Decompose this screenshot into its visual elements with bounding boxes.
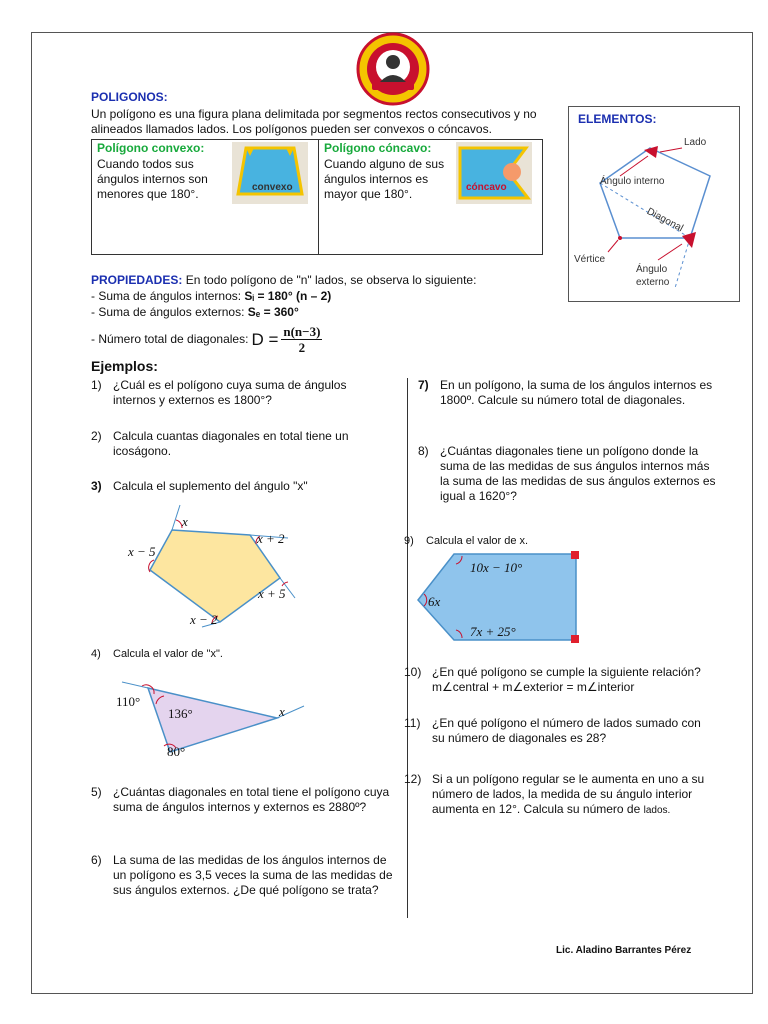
sum-interior-label: - Suma de ángulos internos:	[91, 289, 245, 303]
sum-exterior-label: - Suma de ángulos externos:	[91, 305, 248, 319]
example-10	[404, 665, 714, 695]
example-1	[91, 378, 391, 408]
section-title-polygons: POLIGONOS:	[91, 90, 168, 104]
example-3	[91, 479, 391, 494]
example-8	[418, 444, 718, 504]
example-text: ¿Cuál es el polígono cuya suma de ángulos internos y externos es 1800°?	[113, 378, 347, 407]
example-text: En un polígono, la suma de los ángulos internos es 1800º. Calcule su número total de diagonales.	[440, 378, 713, 407]
label-interior-angle: Ángulo interno	[600, 176, 665, 187]
polygon-definition: Un polígono es una figura plana delimitada por segmentos rectos consecutivos y no alineados llamados lados. Los polígonos pueden ser convexos o cóncavos.	[91, 107, 537, 136]
example-5	[91, 785, 391, 815]
label-side: Lado	[684, 137, 707, 148]
properties-intro-line	[91, 273, 571, 288]
example-number: 5)	[91, 785, 102, 799]
example-number: 12)	[404, 772, 422, 786]
convex-title: Polígono convexo:	[97, 141, 205, 155]
figure-triangle	[112, 676, 312, 766]
example-number: 11)	[404, 716, 421, 730]
diagonals-label: - Número total de diagonales:	[91, 331, 249, 346]
sum-interior-line	[91, 289, 331, 304]
figure-pentagon	[120, 500, 310, 630]
concave-title: Polígono cóncavo:	[324, 141, 432, 155]
example-2	[91, 429, 391, 459]
example-text: ¿Cuántas diagonales tiene un polígono donde la suma de las medidas de sus ángulos internos más la suma de las medidas de sus ángulos externos es igual a 1620°?	[440, 444, 716, 503]
concave-description: Cuando alguno de sus ángulos internos es mayor que 180°.	[324, 157, 445, 201]
example-text-tail: lados.	[643, 805, 671, 816]
example-text: Calcula cuantas diagonales en total tiene un icoságono.	[113, 429, 349, 458]
example-12	[404, 772, 714, 818]
convex-description: Cuando todos sus ángulos internos son menores que 180°.	[97, 157, 208, 201]
properties-intro: En todo polígono de "n" lados, se observa lo siguiente:	[182, 273, 477, 287]
example-number: 9)	[404, 535, 414, 547]
column-divider	[407, 378, 408, 918]
example-6	[91, 853, 403, 898]
example-text: La suma de las medidas de los ángulos internos de un polígono es 3,5 veces la suma de las medidas de sus ángulos externos. ¿De qué polígono se trata?	[113, 853, 393, 897]
fig4-label-x: x	[279, 704, 285, 719]
diagonals-line	[91, 322, 322, 356]
example-number: 1)	[91, 378, 102, 392]
example-number: 10)	[404, 665, 422, 679]
diagonals-denominator: 2	[298, 339, 306, 355]
example-11	[404, 716, 714, 746]
fig4-label-80: 80°	[167, 744, 186, 759]
types-divider	[318, 139, 319, 255]
sum-exterior-line	[91, 305, 299, 320]
concave-image-label: cóncavo	[466, 182, 507, 193]
fig3-label-x-plus-2: x + 2	[257, 531, 285, 546]
example-text: Calcula el valor de "x".	[113, 648, 223, 660]
examples-title: Ejemplos:	[91, 358, 158, 374]
figure-pentagon-right	[414, 550, 584, 646]
example-text: Calcula el suplemento del ángulo "x"	[113, 479, 308, 493]
diagonals-numerator: n(n−3)	[283, 323, 321, 339]
example-text: ¿Cuántas diagonales en total tiene el polígono cuya suma de ángulos internos y externos es 2880º?	[113, 785, 390, 814]
fig9-label-bottom: 7x + 25°	[470, 624, 516, 639]
label-exterior-angle-2: externo	[636, 277, 670, 288]
concave-polygon-image	[456, 142, 532, 204]
diagonals-fraction	[281, 324, 322, 355]
fig3-label-x-plus-5: x + 5	[258, 586, 286, 601]
label-diagonal: Diagonal	[644, 206, 685, 235]
fig4-label-110: 110°	[116, 694, 141, 709]
example-number: 4)	[91, 648, 101, 660]
author-signature: Lic. Aladino Barrantes Pérez	[556, 945, 692, 956]
fig3-label-x-minus-2: x − 2	[190, 612, 218, 627]
example-7	[418, 378, 718, 408]
example-number: 3)	[91, 479, 102, 493]
elements-title: ELEMENTOS:	[578, 112, 657, 126]
sum-exterior-formula: Sₑ = 360°	[247, 305, 299, 319]
school-logo	[356, 32, 430, 106]
fig9-label-top: 10x − 10°	[470, 560, 523, 575]
label-vertex: Vértice	[574, 254, 606, 265]
example-number: 2)	[91, 429, 102, 443]
fig4-label-136: 136°	[168, 706, 193, 721]
example-text: Calcula el valor de x.	[426, 535, 529, 547]
example-4	[91, 648, 391, 660]
sum-interior-formula: Sᵢ = 180° (n – 2)	[244, 289, 332, 303]
elements-diagram	[570, 128, 738, 300]
diagonals-D: D =	[251, 329, 279, 349]
example-number: 7)	[418, 378, 429, 392]
example-number: 6)	[91, 853, 102, 867]
fig9-label-left: 6x	[428, 594, 441, 609]
example-9	[404, 535, 704, 547]
fig3-label-x-minus-5: x − 5	[128, 544, 156, 559]
example-text: ¿En qué polígono el número de lados sumado con su número de diagonales es 28?	[432, 716, 701, 745]
example-text: ¿En qué polígono se cumple la siguiente relación? m∠central + m∠exterior = m∠interior	[432, 665, 701, 694]
convex-polygon-image	[232, 142, 308, 204]
label-exterior-angle-1: Ángulo	[636, 264, 668, 275]
example-text: Si a un polígono regular se le aumenta en uno a su número de lados, la medida de su ángulo interior aumenta en 12°. Calcula su número de	[432, 772, 705, 816]
convex-image-label: convexo	[252, 182, 293, 193]
example-number: 8)	[418, 444, 429, 458]
fig3-label-x: x	[182, 514, 188, 529]
properties-title: PROPIEDADES:	[91, 273, 183, 287]
